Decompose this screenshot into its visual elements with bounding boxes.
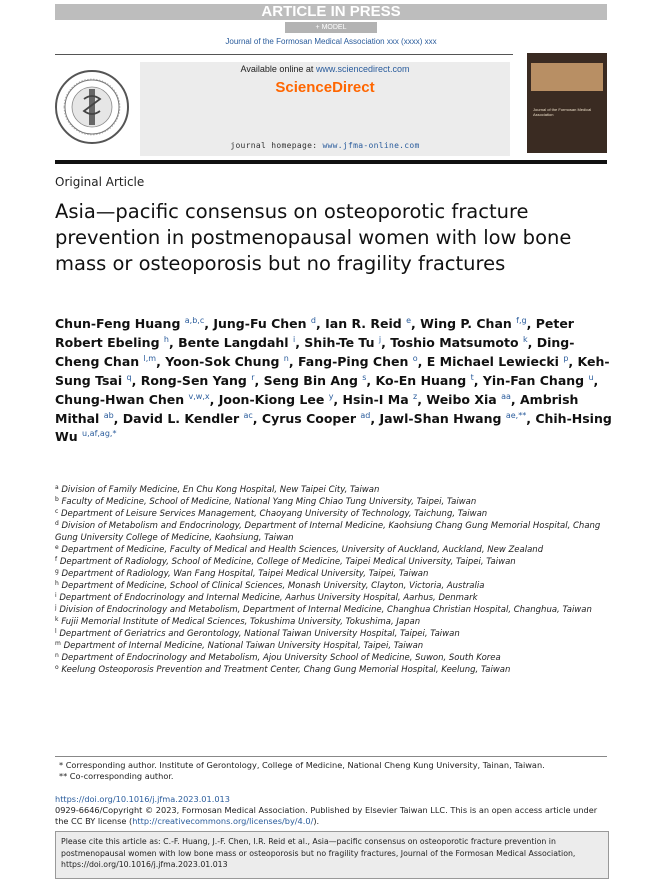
author-name[interactable]: Cyrus Cooper	[261, 410, 357, 426]
author-name[interactable]: Chun-Feng Huang	[55, 316, 181, 331]
sciencedirect-link[interactable]: www.sciencedirect.com	[315, 64, 410, 74]
author-affiliation-marker[interactable]: ad	[360, 410, 371, 420]
author-separator: ,	[316, 316, 321, 331]
author-entry	[219, 392, 338, 407]
author-separator: ,	[288, 353, 294, 369]
correspondence-text: Corresponding author. Institute of Gerontology, College of Medicine, National Cheng Kung University, Tainan, Taiwan.	[65, 760, 545, 770]
author-affiliation-marker[interactable]: r	[251, 372, 255, 382]
author-affiliation-marker[interactable]: z	[413, 391, 418, 401]
affiliation-text: Department of Internal Medicine, National Taiwan University Hospital, Taipei, Taiwan	[63, 641, 424, 651]
author-affiliation-marker[interactable]: i	[292, 334, 296, 344]
author-name[interactable]: Ding-Cheng Chan	[55, 334, 575, 369]
author-entry	[55, 392, 214, 407]
affiliation-item	[55, 592, 620, 604]
author-name[interactable]: Wing P. Chan	[420, 316, 512, 331]
author-entry	[483, 373, 598, 388]
author-name[interactable]: Ambrish Mithal	[55, 391, 579, 426]
homepage-link[interactable]: www.jfma-online.com	[322, 141, 420, 150]
affiliation-text: Faculty of Medicine, School of Medicine, National Yang Ming Chiao Tung University, Taipei, Taiwan	[61, 497, 477, 507]
author-affiliation-marker[interactable]: ae,**	[505, 410, 527, 420]
author-name[interactable]: Fang-Ping Chen	[297, 353, 409, 369]
affiliation-item	[55, 640, 620, 652]
affiliation-item	[55, 616, 620, 628]
author-affiliation-marker[interactable]: h	[163, 334, 169, 344]
author-separator: ,	[381, 334, 386, 350]
author-separator: ,	[411, 316, 416, 331]
author-separator: ,	[593, 372, 599, 388]
affiliation-key: i	[55, 592, 57, 599]
sciencedirect-logo[interactable]: ScienceDirect	[275, 79, 375, 96]
affiliation-item	[55, 556, 620, 568]
affiliation-text: Department of Endocrinology and Internal Medicine, Aarhus University Hospital, Aarhus, Denmark	[59, 593, 478, 603]
affiliation-list	[55, 484, 620, 676]
author-separator: ,	[473, 372, 479, 388]
author-entry	[55, 316, 209, 331]
association-seal-logo	[54, 69, 130, 145]
author-name[interactable]: Bente Langdahl	[178, 334, 289, 350]
author-name[interactable]: Weibo Xia	[426, 391, 497, 407]
affiliation-text: Department of Radiology, Wan Fang Hospital, Taipei Medical University, Taipei, Taiwan	[61, 569, 429, 579]
author-entry	[420, 316, 531, 331]
author-affiliation-marker[interactable]: ab	[103, 410, 114, 420]
author-separator: ,	[113, 410, 119, 426]
correspondence-text: Co-corresponding author.	[69, 771, 174, 781]
affiliation-text: Division of Endocrinology and Metabolism, Department of Internal Medicine, Changhua Christian Hospital, Changhua, Taiwan	[59, 605, 592, 615]
affiliation-key: h	[55, 580, 59, 587]
author-separator: ,	[295, 334, 300, 350]
author-affiliation-marker[interactable]: e	[406, 316, 412, 325]
author-affiliation-marker[interactable]: ac	[243, 410, 253, 420]
affiliation-item	[55, 652, 620, 664]
affiliation-key: m	[55, 640, 61, 647]
author-affiliation-marker[interactable]: f,g	[516, 316, 527, 325]
affiliation-item	[55, 580, 620, 592]
author-name[interactable]: Peter Robert Ebeling	[55, 316, 574, 350]
affiliation-text: Department of Leisure Services Management, Chaoyang University of Technology, Taichung, Taiwan	[61, 509, 488, 519]
author-affiliation-marker[interactable]: l,m	[143, 353, 157, 363]
author-entry	[427, 354, 573, 369]
author-name[interactable]: Joon-Kiong Lee	[218, 391, 325, 407]
author-entry	[178, 335, 300, 350]
author-affiliation-marker[interactable]: s	[362, 372, 367, 382]
homepage-prefix: journal homepage:	[230, 141, 318, 150]
affiliation-text: Department of Medicine, Faculty of Medical and Health Sciences, University of Auckland, Auckland, New Zealand	[61, 545, 544, 555]
author-list	[55, 315, 615, 447]
affiliation-key: c	[55, 508, 59, 515]
author-separator: ,	[370, 410, 376, 426]
affiliation-text: Division of Metabolism and Endocrinology, Department of Internal Medicine, Kaohsiung Chang Gung Memorial Hospital, Chang Gung University College of Medicine, Kaohsiung, Taiwan	[55, 521, 601, 543]
author-entry	[213, 316, 320, 331]
author-separator: ,	[254, 372, 260, 388]
author-entry	[426, 392, 515, 407]
correspondence-item	[55, 760, 607, 771]
author-separator: ,	[252, 410, 258, 426]
author-separator: ,	[526, 316, 532, 331]
affiliation-text: Department of Geriatrics and Gerontology, National Taiwan University Hospital, Taipei, Taiwan	[59, 629, 460, 639]
affiliation-text: Department of Endocrinology and Metabolism, Ajou University School of Medicine, Suwon, South Korea	[61, 653, 501, 663]
citation-box: Please cite this article as: C.-F. Huang, J.-F. Chen, I.R. Reid et al., Asia—pacific consensus on osteoporotic fracture prevention in postmenopausal women with low bone mass or osteoporosis but no fragility fractures, Journal of the Formosan Medical Association, https://doi.org/10.1016/j.jfma.2023.01.013	[55, 831, 609, 879]
affiliation-key: b	[55, 496, 59, 503]
copyright-suffix: ).	[313, 816, 320, 826]
author-name[interactable]: Chung-Hwan Chen	[55, 391, 185, 407]
affiliation-text: Division of Family Medicine, En Chu Kong Hospital, New Taipei City, Taiwan	[61, 485, 380, 495]
affiliation-item	[55, 604, 620, 616]
author-name[interactable]: Shih-Te Tu	[304, 334, 375, 350]
author-name[interactable]: Yoon-Sok Chung	[165, 353, 280, 369]
affiliation-key: k	[55, 616, 59, 623]
affiliation-text: Keelung Osteoporosis Prevention and Treatment Center, Chang Gung Memorial Hospital, Keelung, Taiwan	[61, 665, 511, 675]
author-name[interactable]: Jung-Fu Chen	[213, 316, 307, 331]
affiliation-key: a	[55, 484, 59, 491]
author-entry	[262, 411, 375, 426]
author-separator: ,	[168, 334, 174, 350]
copyright-text: 0929-6646/Copyright © 2023, Formosan Medical Association. Published by Elsevier Taiwan LLC. This is an open access article under the CC BY license (	[55, 805, 598, 826]
author-entry	[264, 373, 372, 388]
author-name[interactable]: Seng Bin Ang	[263, 372, 358, 388]
author-affiliation-marker[interactable]: p	[563, 353, 569, 363]
author-entry	[165, 354, 293, 369]
author-name[interactable]: Toshio Matsumoto	[390, 334, 519, 350]
correspondence-mark: *	[59, 760, 64, 770]
author-affiliation-marker[interactable]: n	[283, 353, 289, 363]
author-affiliation-marker[interactable]: y	[328, 391, 334, 401]
author-entry	[141, 373, 260, 388]
author-affiliation-marker[interactable]: t	[470, 372, 474, 382]
author-separator: ,	[417, 353, 423, 369]
available-prefix: Available online at	[240, 64, 314, 74]
author-name[interactable]: Ian R. Reid	[325, 316, 402, 331]
author-separator: ,	[510, 391, 516, 407]
affiliation-text: Department of Radiology, School of Medicine, College of Medicine, Taipei Medical University, Taipei, Taiwan	[59, 557, 516, 567]
article-type: Original Article	[55, 175, 145, 189]
author-entry	[304, 335, 386, 350]
affiliation-item	[55, 628, 620, 640]
author-separator: ,	[568, 353, 574, 369]
affiliation-item	[55, 520, 620, 544]
header-rule	[55, 54, 513, 55]
affiliation-key: e	[55, 544, 59, 551]
author-separator: ,	[204, 316, 209, 331]
affiliation-key: o	[55, 664, 59, 671]
affiliation-key: g	[55, 568, 59, 575]
affiliation-text: Department of Medicine, School of Clinical Sciences, Monash University, Clayton, Victoria, Australia	[61, 581, 485, 591]
author-affiliation-marker[interactable]: d	[310, 316, 316, 325]
correspondence-mark: **	[59, 771, 68, 781]
author-affiliation-marker[interactable]: aa	[501, 391, 511, 401]
model-tag: + MODEL	[285, 22, 377, 33]
author-separator: ,	[366, 372, 372, 388]
author-affiliation-marker[interactable]: v,w,x	[188, 391, 210, 401]
correspondence-notes	[55, 760, 607, 782]
copyright-notice	[55, 805, 610, 827]
journal-homepage	[140, 141, 510, 150]
author-affiliation-marker[interactable]: j	[378, 334, 382, 344]
author-separator: ,	[333, 391, 339, 407]
author-separator: ,	[527, 334, 533, 350]
affiliation-item	[55, 664, 620, 676]
author-name[interactable]: Hsin-I Ma	[342, 391, 409, 407]
author-separator: ,	[526, 410, 531, 426]
author-name[interactable]: Keh-Sung Tsai	[55, 353, 610, 388]
affiliation-key: n	[55, 652, 59, 659]
affiliation-text: Fujii Memorial Institute of Medical Sciences, Tokushima University, Tokushima, Japan	[61, 617, 421, 627]
author-entry	[298, 354, 422, 369]
author-entry	[343, 392, 422, 407]
affiliation-item	[55, 484, 620, 496]
author-name[interactable]: David L. Kendler	[122, 410, 240, 426]
author-separator: ,	[417, 391, 422, 407]
article-title: Asia—pacific consensus on osteoporotic fracture prevention in postmenopausal women with low bone mass or osteoporosis but no fragility fractures	[55, 200, 572, 275]
license-link[interactable]: http://creativecommons.org/licenses/by/4.0/	[132, 816, 314, 826]
doi-link[interactable]: https://doi.org/10.1016/j.jfma.2023.01.013	[55, 794, 230, 804]
article-in-press-banner: ARTICLE IN PRESS	[55, 4, 607, 20]
author-entry	[390, 335, 532, 350]
masthead-rule	[55, 160, 607, 164]
author-name[interactable]: Chih-Hsing Wu	[55, 410, 612, 445]
author-affiliation-marker[interactable]: a,b,c	[184, 316, 205, 325]
author-name[interactable]: E Michael Lewiecki	[426, 353, 559, 369]
author-affiliation-marker[interactable]: k	[522, 334, 528, 344]
affiliation-item	[55, 496, 620, 508]
correspondence-item	[55, 771, 607, 782]
author-entry	[325, 316, 416, 331]
affiliation-key: l	[55, 628, 57, 635]
cover-title: Journal of the Formosan Medical Association	[533, 107, 592, 117]
footnote-rule	[55, 756, 607, 757]
journal-reference[interactable]: Journal of the Formosan Medical Association xxx (xxxx) xxx	[225, 37, 437, 46]
affiliation-key: j	[55, 604, 57, 611]
author-separator: ,	[131, 372, 137, 388]
author-affiliation-marker[interactable]: u	[588, 372, 594, 382]
affiliation-item	[55, 568, 620, 580]
author-affiliation-marker[interactable]: q	[126, 372, 132, 382]
affiliation-key: d	[55, 520, 59, 527]
affiliation-item	[55, 544, 620, 556]
author-affiliation-marker[interactable]: o	[412, 353, 418, 363]
journal-cover-image	[527, 53, 607, 153]
author-name[interactable]: Jawl-Shan Hwang	[379, 410, 502, 426]
author-entry	[123, 411, 258, 426]
author-separator: ,	[209, 391, 215, 407]
affiliation-item	[55, 508, 620, 520]
author-entry	[376, 373, 479, 388]
author-name[interactable]: Ko-En Huang	[375, 372, 467, 388]
author-name[interactable]: Yin-Fan Chang	[482, 372, 585, 388]
author-entry	[379, 411, 530, 426]
author-separator: ,	[156, 353, 161, 369]
affiliation-key: f	[55, 556, 58, 563]
cover-artwork	[531, 63, 603, 91]
available-online	[140, 64, 510, 74]
author-name[interactable]: Rong-Sen Yang	[140, 372, 247, 388]
author-affiliation-marker[interactable]: u,af,ag,*	[82, 429, 117, 439]
